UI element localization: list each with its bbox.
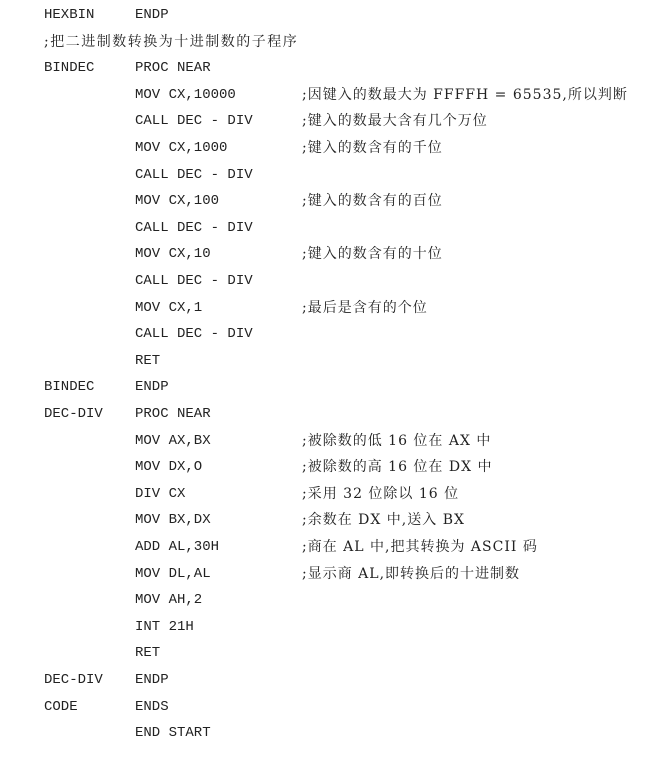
code-instruction: MOV CX,10 [135, 246, 211, 263]
code-line [0, 135, 658, 161]
code-line [0, 534, 658, 560]
code-line [0, 401, 658, 427]
code-line [0, 108, 658, 134]
code-comment: ;采用 32 位除以 16 位 [302, 485, 460, 502]
code-line [0, 188, 658, 214]
code-instruction: MOV CX,1 [135, 299, 203, 316]
code-instruction: DIV CX [135, 485, 186, 502]
code-comment: ;键入的数最大含有几个万位 [302, 113, 488, 130]
code-label: DEC-DIV [44, 406, 103, 422]
code-instruction: ADD AL,30H [135, 539, 220, 555]
code-label: HEXBIN [44, 7, 95, 23]
code-instruction: END START [135, 725, 211, 742]
code-comment: ;被除数的低 16 位在 AX 中 [302, 432, 492, 449]
code-instruction: MOV CX,100 [135, 193, 220, 210]
code-line [0, 162, 658, 188]
code-instruction: CALL DEC - DIV [135, 113, 253, 130]
code-comment: ;余数在 DX 中,送入 BX [302, 512, 465, 529]
code-line [0, 694, 658, 720]
code-instruction: ENDP [135, 7, 169, 23]
code-comment: ;键入的数含有的百位 [302, 193, 443, 210]
code-instruction: ENDP [135, 379, 169, 396]
code-line [0, 321, 658, 347]
code-instruction: MOV CX,10000 [135, 86, 236, 103]
code-comment: ;被除数的高 16 位在 DX 中 [302, 459, 493, 476]
code-comment: ;因键入的数最大为 FFFFH = 65535,所以判断 [302, 86, 628, 103]
code-label: BINDEC [44, 379, 95, 396]
code-line [0, 241, 658, 267]
code-line [0, 481, 658, 507]
code-line [0, 561, 658, 587]
code-instruction: MOV AH,2 [135, 592, 203, 609]
code-instruction: MOV CX,1000 [135, 140, 228, 156]
code-line [0, 614, 658, 640]
code-label: CODE [44, 698, 78, 715]
code-instruction: ENDS [135, 698, 169, 715]
code-line [0, 215, 658, 241]
code-instruction: CALL DEC - DIV [135, 273, 253, 289]
code-instruction: MOV AX,BX [135, 432, 211, 449]
code-instruction: PROC NEAR [135, 406, 211, 422]
code-line [0, 507, 658, 533]
code-instruction: RET [135, 645, 161, 662]
code-instruction: MOV DL,AL [135, 565, 211, 582]
code-comment: ;最后是含有的个位 [302, 299, 428, 316]
code-line [0, 82, 658, 108]
code-line [0, 587, 658, 613]
code-instruction: MOV BX,DX [135, 512, 211, 529]
code-label: DEC-DIV [44, 672, 103, 688]
code-instruction: RET [135, 352, 161, 369]
code-line [0, 454, 658, 480]
code-comment: ;键入的数含有的十位 [302, 246, 443, 263]
code-comment: ;商在 AL 中,把其转换为 ASCII 码 [302, 539, 538, 555]
code-line [0, 428, 658, 454]
code-line [0, 374, 658, 400]
code-line [0, 640, 658, 666]
code-instruction: CALL DEC - DIV [135, 219, 253, 236]
code-line [0, 2, 658, 28]
code-line [0, 720, 658, 746]
code-instruction: INT 21H [135, 618, 194, 635]
code-instruction: CALL DEC - DIV [135, 166, 253, 183]
code-line [0, 667, 658, 693]
code-comment: ;显示商 AL,即转换后的十进制数 [302, 565, 521, 582]
code-line [0, 55, 658, 81]
code-instruction: CALL DEC - DIV [135, 326, 253, 343]
code-line [0, 295, 658, 321]
code-line [0, 268, 658, 294]
code-instruction: PROC NEAR [135, 60, 211, 77]
code-line [0, 348, 658, 374]
code-instruction: ENDP [135, 672, 169, 688]
comment-line: ;把二进制数转换为十进制数的子程序 [44, 33, 299, 50]
code-instruction: MOV DX,O [135, 459, 203, 476]
code-line [0, 29, 658, 55]
code-comment: ;键入的数含有的千位 [302, 140, 443, 156]
code-label: BINDEC [44, 60, 95, 77]
